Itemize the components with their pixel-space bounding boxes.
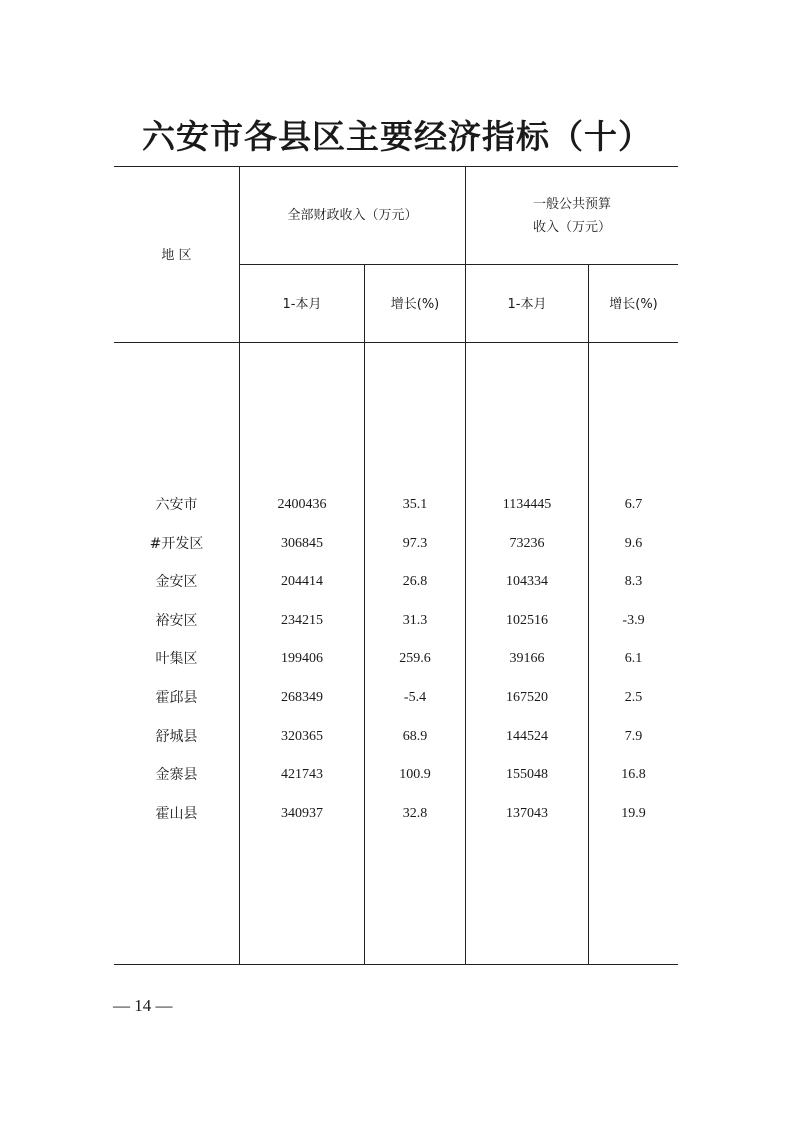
header-budget-line2: 收入（万元） — [532, 220, 611, 235]
budget-growth-value: 19.9 — [621, 806, 646, 821]
budget-revenue-value: 104334 — [506, 574, 548, 589]
total-growth-value: -5.4 — [403, 690, 427, 705]
total-revenue-value: 306845 — [281, 536, 323, 551]
total-revenue-value: 421743 — [281, 767, 323, 782]
budget-revenue-value: 167520 — [506, 690, 548, 705]
region-name: 金安区 — [155, 574, 198, 590]
table-bottom-rule — [114, 964, 678, 965]
total-revenue-value: 199406 — [281, 651, 323, 666]
total-growth-value: 68.9 — [402, 729, 428, 744]
region-name: 六安市 — [155, 497, 198, 513]
page-title: 六安市各县区主要经济指标（十） — [142, 117, 652, 156]
budget-growth-value: -3.9 — [622, 613, 645, 628]
region-name: 霍邱县 — [155, 690, 198, 706]
header-growth-total: 增长(%) — [390, 297, 440, 312]
total-revenue-value: 320365 — [281, 729, 323, 744]
total-growth-value: 26.8 — [402, 574, 428, 589]
total-growth-value: 259.6 — [399, 651, 431, 666]
region-name: 金寨县 — [155, 767, 198, 783]
budget-growth-value: 7.9 — [624, 729, 643, 744]
budget-revenue-value: 102516 — [506, 613, 548, 628]
header-budget-line1: 一般公共预算 — [532, 197, 611, 212]
column-divider — [465, 166, 466, 965]
total-growth-value: 32.8 — [402, 806, 428, 821]
header-mid-rule — [239, 264, 678, 265]
total-revenue-value: 234215 — [281, 613, 323, 628]
page-number: — 14 — — [113, 996, 173, 1015]
budget-growth-value: 6.7 — [624, 497, 643, 512]
total-revenue-value: 340937 — [281, 806, 323, 821]
budget-revenue-value: 73236 — [509, 536, 545, 551]
total-growth-value: 100.9 — [399, 767, 431, 782]
total-growth-value: 97.3 — [402, 536, 428, 551]
budget-growth-value: 6.1 — [624, 651, 643, 666]
budget-revenue-value: 144524 — [506, 729, 548, 744]
budget-growth-value: 9.6 — [624, 536, 643, 551]
header-region: 地 区 — [161, 248, 192, 263]
budget-growth-value: 2.5 — [624, 690, 643, 705]
table-top-rule — [114, 166, 678, 167]
region-name: 裕安区 — [155, 613, 198, 629]
budget-revenue-value: 39166 — [509, 651, 545, 666]
region-name: 叶集区 — [155, 651, 198, 667]
budget-growth-value: 16.8 — [621, 767, 646, 782]
region-name: 舒城县 — [155, 729, 198, 745]
header-ytd-budget: 1-本月 — [507, 297, 547, 312]
header-total-revenue: 全部财政收入（万元） — [287, 208, 418, 223]
total-growth-value: 31.3 — [402, 613, 428, 628]
column-divider — [239, 166, 240, 965]
budget-revenue-value: 137043 — [506, 806, 548, 821]
region-name: 霍山县 — [155, 806, 198, 822]
budget-revenue-value: 155048 — [506, 767, 548, 782]
budget-growth-value: 8.3 — [624, 574, 643, 589]
region-name: #开发区 — [149, 536, 204, 552]
header-ytd-total: 1-本月 — [282, 297, 322, 312]
total-revenue-value: 2400436 — [277, 497, 327, 512]
header-bottom-rule — [114, 342, 678, 343]
total-revenue-value: 204414 — [281, 574, 323, 589]
economic-indicators-table — [114, 166, 678, 965]
total-revenue-value: 268349 — [281, 690, 323, 705]
header-growth-budget: 增长(%) — [609, 297, 658, 312]
total-growth-value: 35.1 — [402, 497, 428, 512]
budget-revenue-value: 1134445 — [502, 497, 552, 512]
